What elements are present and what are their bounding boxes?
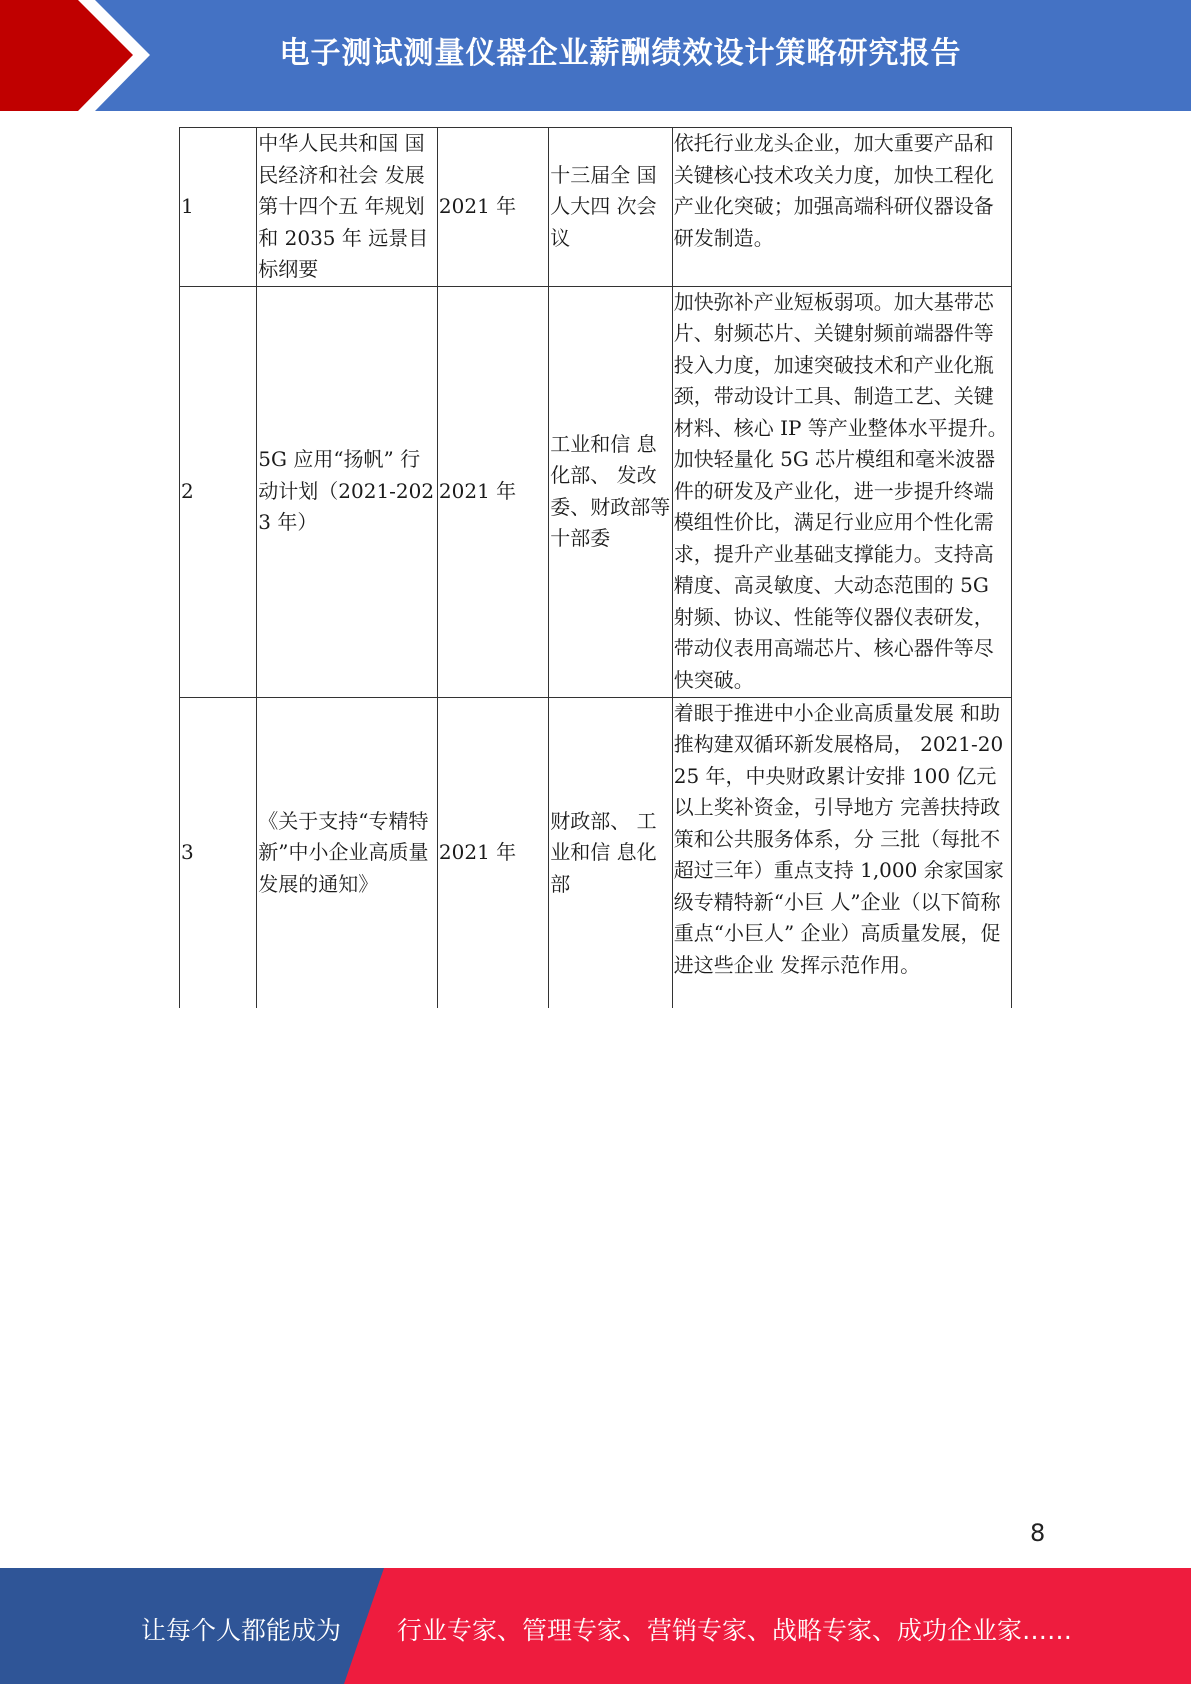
cell-year: 2021 年 — [437, 697, 548, 1008]
footer-slogan-right: 行业专家、管理专家、营销专家、战略专家、成功企业家…… — [397, 1616, 1073, 1645]
footer-slogan-left: 让每个人都能成为 — [141, 1616, 342, 1645]
cell-policy-name: 中华人民共和国 国民经济和社会 发展第十四个五 年规划和 2035 年 远景目标纲要 — [257, 128, 438, 287]
table-row — [180, 128, 1012, 287]
table-row — [180, 697, 1012, 1008]
table-row — [180, 286, 1012, 697]
cell-number: 2 — [180, 286, 257, 697]
cell-organization: 十三届全 国人大四 次会议 — [549, 128, 672, 287]
cell-policy-name: 5G 应用“扬帆” 行动计划（2021-2023 年） — [257, 286, 438, 697]
cell-content: 加快弥补产业短板弱项。加大基带芯片、射频芯片、关键射频前端器件等投入力度，加速突破技术和产业化瓶颈，带动设计工具、制造工艺、关键材料、核心 IP 等产业整体水平提升。加快轻量化 5G 芯片模组和毫米波器件的研发及产业化，进一步提升终端模组性价比，满足行业应用个性化需求，提升产业基础支撑能力。支持高精度、高灵敏度、大动态范围的 5G 射频、协议、性能等仪器仪表研发，带动仪表用高端芯片、核心器件等尽快突破。 — [672, 286, 1011, 697]
header-arrow-decoration — [0, 0, 160, 111]
cell-organization: 工业和信 息化部、 发改委、财政部等 十部委 — [549, 286, 672, 697]
report-title: 电子测试测量仪器企业薪酬绩效设计策略研究报告 — [279, 36, 962, 71]
cell-number: 1 — [180, 128, 257, 287]
cell-number: 3 — [180, 697, 257, 1008]
cell-content: 着眼于推进中小企业高质量发展 和助推构建双循环新发展格局， 2021-2025 年，中央财政累计安排 100 亿元以上奖补资金，引导地方 完善扶持政策和公共服务体系，分 三批（每批不超过三年）重点支持 1,000 余家国家级专精特新“小巨 人”企业（以下简称重点“小巨人” 企业）高质量发展，促进这些企业 发挥示范作用。 — [672, 697, 1011, 1008]
cell-year: 2021 年 — [437, 286, 548, 697]
page-footer — [0, 1568, 1191, 1684]
cell-content: 依托行业龙头企业，加大重要产品和关键核心技术攻关力度，加快工程化产业化突破；加强高端科研仪器设备研发制造。 — [672, 128, 1011, 287]
cell-organization: 财政部、 工业和信 息化部 — [549, 697, 672, 1008]
cell-policy-name: 《关于支持“专精特新”中小企业高质量发展的通知》 — [257, 697, 438, 1008]
policy-table — [179, 127, 1012, 1008]
cell-year: 2021 年 — [437, 128, 548, 287]
page-header — [0, 0, 1191, 111]
page-number: 8 — [1030, 1519, 1046, 1547]
